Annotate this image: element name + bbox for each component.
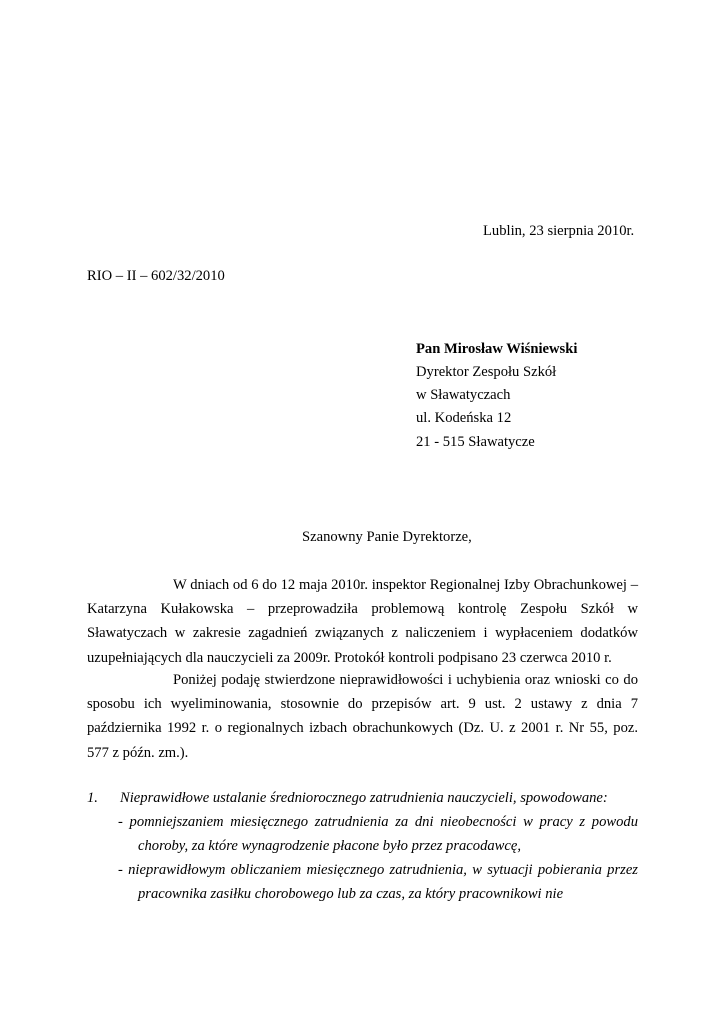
- recipient-name: Pan Mirosław Wiśniewski: [416, 341, 578, 357]
- finding-subitem-2: - nieprawidłowym obliczaniem miesięcznego zatrudnienia, w sytuacji pobierania przez pracownika zasiłku chorobowego lub za czas, za który pracownikowi nie: [118, 862, 638, 903]
- finding-number: 1.: [87, 790, 98, 806]
- body-paragraph-1: W dniach od 6 do 12 maja 2010r. inspektor Regionalnej Izby Obrachunkowej – Katarzyna Kułakowska – przeprowadziła problemową kontrolę Zespołu Szkół w Sławatyczach w zakresie zagadnień związanych z naliczeniem i wypłaceniem dodatków uzupełniających dla nauczycieli za 2009r. Protokół kontroli podpisano 23 czerwca 2010 r.: [87, 577, 638, 666]
- reference-number: RIO – II – 602/32/2010: [87, 268, 225, 284]
- recipient-location: w Sławatyczach: [416, 387, 511, 403]
- salutation: Szanowny Panie Dyrektorze,: [302, 529, 472, 545]
- body-paragraph-2: Poniżej podaję stwierdzone nieprawidłowości i uchybienia oraz wnioski co do sposobu ich wyeliminowania, stosownie do przepisów art. 9 ust. 2 ustawy z dnia 7 października 1992 r. o regionalnych izbach obrachunkowych (Dz. U. z 2001 r. Nr 55, poz. 577 z późn. zm.).: [87, 672, 638, 761]
- finding-title: Nieprawidłowe ustalanie średniorocznego zatrudnienia nauczycieli, spowodowane:: [120, 790, 608, 806]
- letter-date: Lublin, 23 sierpnia 2010r.: [483, 223, 635, 239]
- recipient-street: ul. Kodeńska 12: [416, 410, 512, 426]
- finding-subitem-1: - pomniejszaniem miesięcznego zatrudnienia za dni nieobecności w pracy z powodu choroby, za które wynagrodzenie płacone było przez pracodawcę,: [118, 814, 638, 855]
- recipient-title: Dyrektor Zespołu Szkół: [416, 364, 557, 380]
- recipient-postal: 21 - 515 Sławatycze: [416, 434, 535, 450]
